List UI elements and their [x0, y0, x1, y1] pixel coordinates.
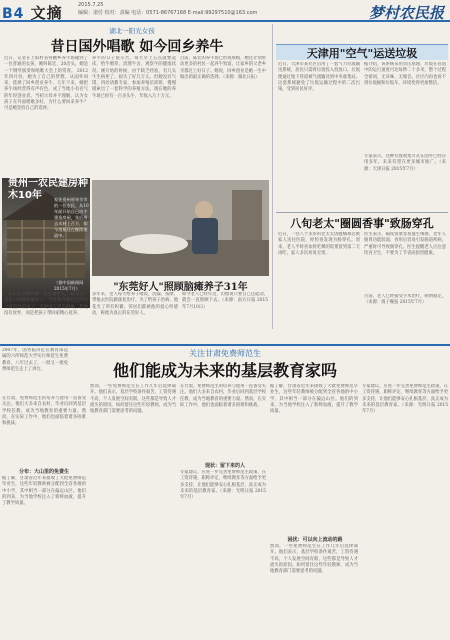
article6-text-col4: 在甘肃，免费师范生的培养与使用一直备受关注。他们大多来自农村，毕业后回到基层学校任教，成为当地教育的重要力量。然而，在实际工作中，他们也面临着诸多困难和挑战。	[180, 384, 266, 408]
article1-text-col2: 养牛的日子很辛苦，每天早上五点就要起床，给牛喂草、清理牛舍、观察牛的健康状况。刚开始的时候，由于缺乏经验，有几头牛生病死了，损失了好几万元。但她没有气馁，四处请教专家，参加养殖培训班，慢慢摸索出了一套科学的养殖方法。现在她的养牛场已经有一百多头牛，年收入几十万元。	[92, 56, 176, 99]
article5-rule	[276, 212, 448, 213]
article1-text-col3: 目前，陈宏的养牛场已形成规模，她还计划带动更多的村民一起养牛致富，让家乡的父老乡亲都过上好日子。她说，回乡创业是她一生中做出的最正确的选择。（来源：湖北日报）	[180, 56, 266, 80]
article5-title: 八旬老太"圈圆香事"致肠穿孔	[290, 217, 434, 230]
column-divider	[272, 24, 273, 329]
article6-subheading-2: 现状：留下来的人	[204, 463, 245, 469]
article4-text-col3: 专家表示，这种垃圾收集方式在国外已经应用多年，未来有望在更多城市推广。（来源：天津日报 2015年7月）	[364, 154, 446, 172]
article4-text-col1: 近日，天津市某社区启用了一套气力垃圾输送系统，居民只需将垃圾投入投放口，垃圾便通过地下管道被气流输送到中央收集站。这套系统避免了垃圾运输过程中的二次污染，受到居民好评。	[278, 62, 360, 93]
article6-subtitle: 关注甘肃免费师范生	[189, 349, 261, 358]
article4-text-col2: 据介绍，该系统采用负压原理，垃圾在管道中的运行速度可达每秒二十多米，整个过程全密闭，无异味、无噪音。社区内再也看不到垃圾桶和垃圾车，环境变得更加整洁。	[364, 62, 446, 86]
photo-caption-text: 家住贵州省毕节市的一位农民，从10年前开始自己动手建造房屋，先后用去木材上百方，如今房屋还在继续建造中。	[54, 197, 89, 238]
page-header	[0, 0, 450, 22]
article5-text-col1: 近日，一位八十多岁的老太太因腹痛难忍被家人送往医院，经检查发现为肠穿孔。原来，老人平时喜欢将吃剩的饭菜留到第二天再吃，家人多次劝说无果。	[278, 232, 360, 256]
article4-title: 天津用"空气"运送垃圾	[306, 47, 418, 60]
article6-subheading-3: 困扰：可以向上流动的路	[287, 537, 343, 543]
photo-caption-source: （据中国新闻网 2015年7月）	[54, 280, 84, 291]
article6-text-col2: 据了解，甘肃省近年来接收了大批免费师范毕业生，这些年轻教师被分配到全省各地的中小学，其中相当一部分在偏远山区。他们的到来，为当地学校注入了新鲜血液，提升了教学质量。	[2, 476, 86, 507]
caregiver-photo	[92, 180, 269, 276]
article6-subheading-1: 分布：大山里的免费生	[18, 469, 69, 475]
article1-title: 昔日国外唱歌 如今回乡养牛	[50, 39, 224, 55]
header-meta: 编辑：诸付 校对：责编 电话：0571-86767168 E-mail:99297510@163.com	[78, 10, 258, 16]
section-title	[2, 2, 63, 23]
article1-subtitle: 湖北一阳光女孩	[109, 27, 155, 35]
article6-text-col6: 据了解，甘肃省近年来接收了大批免费师范毕业生，这些年轻教师被分配到全省各地的中小学，其中相当一部分在偏远山区。他们的到来，为当地学校注入了新鲜血液，提升了教学质量。	[270, 384, 358, 415]
article3-text-col1: 广东东莞市横沥镇一位普通老人，31年来一直悉心照顾脑瘫养子。当年他在路边捡到这个被遗弃的孩子，发现孩子患有脑瘫，但他没有放弃，而是把孩子带回家精心抚养。	[4, 292, 88, 316]
article3-text-col3: 如今老人已经年迈，但他说只要自己还能动，就会一直照顾下去。（来源：南方日报 2015年7月10日）	[182, 292, 268, 310]
article3-title: "东莞好人"照顾脑瘫养子31年	[113, 282, 248, 293]
article5-text-col2: 医生表示，隔夜饭菜容易滋生细菌，老年人肠胃功能较弱，食用后容易引发肠道疾病，严重时可导致肠穿孔。医生提醒老人应注意饮食卫生，不要为了节省而损害健康。	[364, 232, 446, 256]
article6-text-col7: 然而，一些免费师范生在工作几年后选择离开。他们表示，基层学校条件艰苦，工资待遇不高，个人发展空间有限，这些都是导致人才流失的原因。如何留住这些年轻教师，成为当地教育部门需要思考的问题。	[270, 544, 358, 575]
article6-lead: 2007年，国务院决定在教育部直属的六所师范大学实行师范生免费教育。八年过去了，一批又一批免费师范生走上了讲台。	[2, 348, 68, 372]
photo-caption-title: 贵州一农民建房种木10年	[8, 178, 88, 201]
newspaper-logo: 梦村农民报	[368, 4, 444, 22]
bottom-section-rule	[0, 344, 450, 346]
section-name: 文摘	[30, 4, 63, 22]
article6-text-col5: 专家建议，应进一步完善免费师范生政策，在工资待遇、职称评定、继续教育等方面给予更多支持，让他们能够安心扎根基层，真正成为未来的基层教育家。（来源：光明日报 2015年7月）	[180, 470, 266, 501]
caregiver-photo-art	[92, 180, 269, 276]
article6-text-col3: 然而，一些免费师范生在工作几年后选择离开。他们表示，基层学校条件艰苦，工资待遇不高，个人发展空间有限，这些都是导致人才流失的原因。如何留住这些年轻教师，成为当地教育部门需要思考的问题。	[90, 384, 176, 415]
article6-title: 他们能成为未来的基层教育家吗	[112, 361, 337, 380]
article6-text-col1: 在甘肃，免费师范生的培养与使用一直备受关注。他们大多来自农村，毕业后回到基层学校任教，成为当地教育的重要力量。然而，在实际工作中，他们也面临着诸多困难和挑战。	[2, 396, 86, 427]
page-number: B4	[2, 6, 25, 22]
article6-text-col8: 专家建议，应进一步完善免费师范生政策，在工资待遇、职称评定、继续教育等方面给予更多支持，让他们能够安心扎根基层，真正成为未来的基层教育家。（来源：光明日报 2015年7月）	[362, 384, 448, 415]
article1-text-col1: 近日，记者在上阳村省得鹏乡养牛场碰到了一位普通的女孩，她叫陈宏，20出头，她是一个钢琴演奏和唱歌大会上的常客。 2012年四月份，她为了自己的梦想，从国外回来，选择了回乡创业养牛，几年下来，她把养牛场经营得有声有色，成了当地小有名气的年轻创业者。当初父母并不理解，认为女孩子在外面唱歌多好，为什么要回来养牛？可是她坚持自己的选择。	[4, 56, 88, 112]
header-date: 2015.7.25	[78, 2, 104, 8]
article5-text-col3: 目前，老人已经接受手术治疗，病情稳定。（来源：扬子晚报 2015年7月）	[364, 294, 446, 306]
article3-text-col2: 多年来，老人每天给养子喂饭、洗澡、按摩，带他去医院做康复治疗。为了给孩子治病，他花光了所有积蓄。邻居们都被他的爱心所感动，称他为真正的东莞好人。	[92, 292, 178, 316]
